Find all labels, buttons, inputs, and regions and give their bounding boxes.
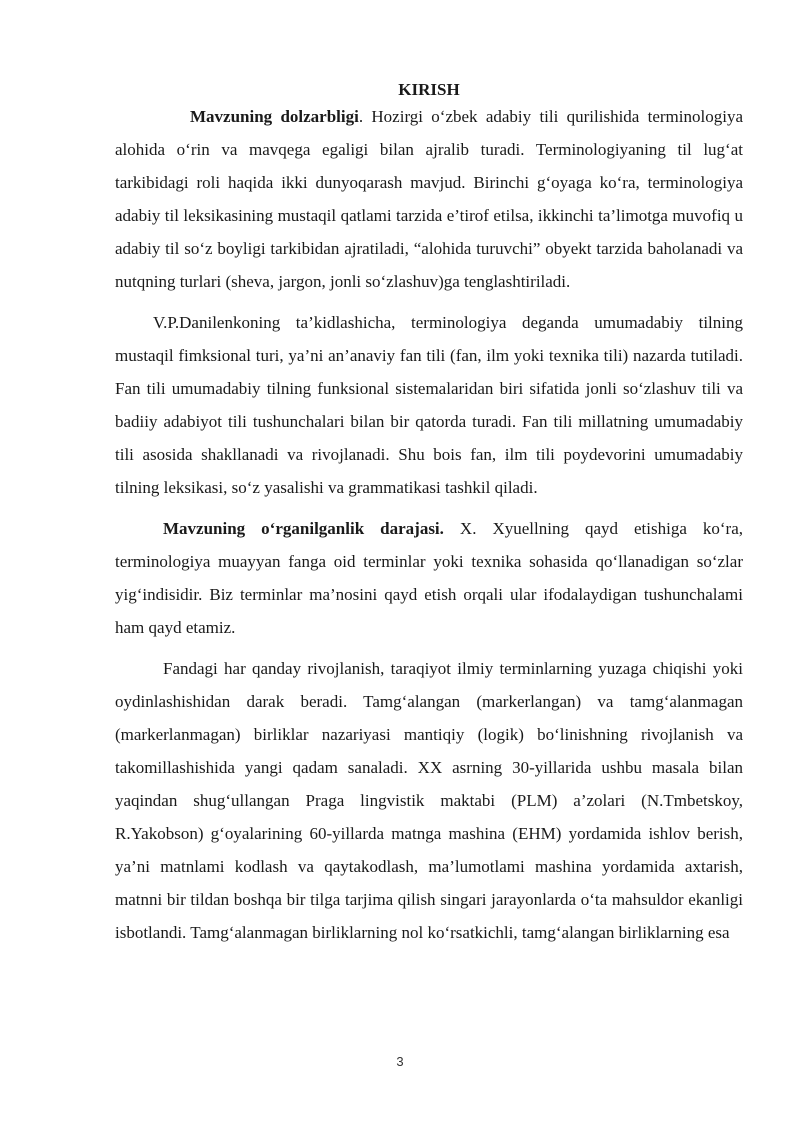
paragraph-text-danilenko: V.P.Danilenkoning ta’kidlashicha, terminologiya deganda umumadabiy tilning mustaqil fimksional turi, ya’ni an’anaviy fan tili (fan, ilm yoki texnika tili) nazarda tutiladi. Fan tili umumadabiy tilning funksional sistemalaridan biri sifatida jonli so‘zlashuv tili va badiiy adabiyot tili tushunchalari bilan bir qatorda turadi. Fan tili millatning umumadabiy tili asosida shakllanadi va rivojlanadi. Shu bois fan, ilm tili poydevorini umumadabiy tilning leksikasi, so‘z yasalishi va grammatikasi tashkil qiladi.	[115, 313, 743, 497]
paragraph-relevance	[115, 100, 743, 298]
paragraph-study-degree	[115, 512, 743, 644]
paragraph-lead-relevance: Mavzuning dolzarbligi	[190, 107, 359, 126]
paragraph-lead-study-degree: Mavzuning o‘rganilganlik darajasi.	[163, 519, 444, 538]
paragraph-danilenko	[115, 306, 743, 504]
page-number: 3	[396, 1054, 404, 1069]
paragraph-text-development: Fandagi har qanday rivojlanish, taraqiyot ilmiy terminlarning yuzaga chiqishi yoki oydinlashishidan darak beradi. Tamg‘alangan (markerlangan) va tamg‘alanmagan (markerlanmagan) birliklar nazariyasi mantiqiy (logik) bo‘linishning rivojlanish va takomillashishida yangi qadam sanaladi. XX asrning 30-yillarida ushbu masala bilan yaqindan shug‘ullangan Praga lingvistik maktabi (PLM) a’zolari (N.Tmbetskoy, R.Yakobson) g‘oyalarining 60-yillarda matnga mashina (EHM) yordamida ishlov berish, ya’ni matnlami kodlash va qaytakodlash, ma’lumotlami mashina yordamida axtarish, matnni bir tildan boshqa bir tilga tarjima qilish singari jarayonlarda o‘ta mahsuldor ekanligi isbotlandi. Tamg‘alanmagan birliklarning nol ko‘rsatkichli, tamg‘alangan birliklarning esa	[115, 659, 743, 942]
paragraph-development	[115, 652, 743, 949]
paragraph-text-study-degree: X. Xyuellning qayd etishiga ko‘ra, terminologiya muayyan fanga oid terminlar yoki texnika sohasida qo‘llanadigan so‘zlar yig‘indisidir. Biz terminlar ma’nosini qayd etish orqali ular ifodalaydigan tushunchalami ham qayd etamiz.	[115, 519, 743, 637]
page-title: KIRISH	[398, 80, 460, 99]
paragraph-text-relevance: . Hozirgi o‘zbek adabiy tili qurilishida terminologiya alohida o‘rin va mavqega egaligi bilan ajralib turadi. Terminologiyaning til lug‘at tarkibidagi roli haqida ikki dunyoqarash mavjud. Birinchi g‘oyaga ko‘ra, terminologiya adabiy til leksikasining mustaqil qatlami tarzida e’tirof etilsa, ikkinchi ta’limotga muvofiq u adabiy til so‘z boyligi tarkibidan ajratiladi, “alohida turuvchi” obyekt tarzida baholanadi va nutqning turlari (sheva, jargon, jonli so‘zlashuv)ga tenglashtiriladi.	[115, 107, 743, 291]
